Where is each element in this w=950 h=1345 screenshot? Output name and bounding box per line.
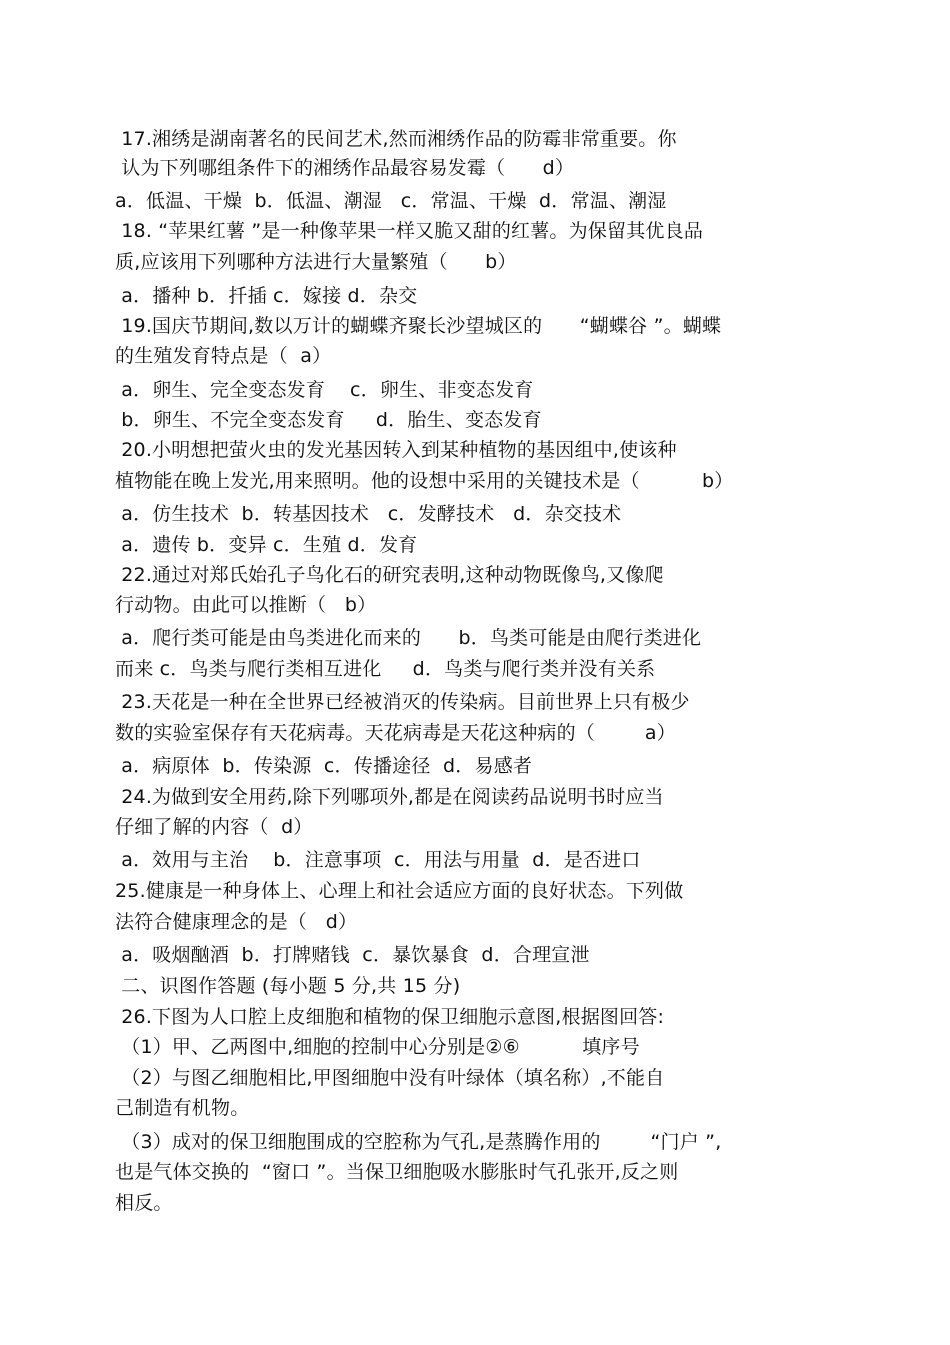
- q23-options: a．病原体 b．传染源 c．传播途径 d．易感者: [115, 755, 533, 777]
- q20-stem-line-1: 20.小明想把萤火虫的发光基因转入到某种植物的基因组中,使该种: [115, 439, 677, 461]
- q25-stem-line-1: 25.健康是一种身体上、心理上和社会适应方面的良好状态。下列做: [115, 880, 684, 902]
- q17-stem-line-2: 认为下列哪组条件下的湘绣作品最容易发霉（ d）: [115, 157, 575, 179]
- q25-stem-line-2: 法符合健康理念的是（ d）: [115, 911, 358, 933]
- q17-stem-line-1: 17.湘绣是湖南著名的民间艺术,然而湘绣作品的防霉非常重要。你: [115, 128, 677, 150]
- q26-part-2-line-2: 己制造有机物。: [115, 1097, 250, 1119]
- q20-stem-line-2: 植物能在晚上发光,用来照明。他的设想中采用的关键技术是（ b）: [115, 470, 734, 492]
- q18-stem-line-1: 18. “苹果红薯 ”是一种像苹果一样又脆又甜的红薯。为保留其优良品: [115, 220, 704, 242]
- q22-options-line-1: a．爬行类可能是由鸟类进化而来的 b．鸟类可能是由爬行类进化: [115, 627, 702, 649]
- q19-stem-line-2: 的生殖发育特点是（ a）: [115, 345, 332, 367]
- q24-stem-line-1: 24.为做到安全用药,除下列哪项外,都是在阅读药品说明书时应当: [115, 786, 664, 808]
- q19-options-line-2: b．卵生、不完全变态发育 d．胎生、变态发育: [115, 409, 542, 431]
- q19-options-line-1: a．卵生、完全变态发育 c．卵生、非变态发育: [115, 379, 534, 401]
- q24-stem-line-2: 仔细了解的内容（ d）: [115, 816, 313, 838]
- q26-part-3-line-3: 相反。: [115, 1192, 173, 1214]
- q18-options: a．播种 b．扦插 c．嫁接 d．杂交: [115, 285, 418, 307]
- q23-stem-line-1: 23.天花是一种在全世界已经被消灭的传染病。目前世界上只有极少: [115, 691, 690, 713]
- q25-options: a．吸烟酗酒 b．打牌赌钱 c．暴饮暴食 d．合理宣泄: [115, 944, 590, 966]
- q20-options: a．仿生技术 b．转基因技术 c．发酵技术 d．杂交技术: [115, 503, 622, 525]
- q21-options: a．遗传 b．变异 c．生殖 d．发育: [115, 534, 418, 556]
- q17-options: a．低温、干燥 b．低温、潮湿 c．常温、干燥 d．常温、潮湿: [115, 190, 667, 212]
- q18-stem-line-2: 质,应该用下列哪种方法进行大量繁殖（ b）: [115, 251, 517, 273]
- q24-options: a．效用与主治 b．注意事项 c．用法与用量 d．是否进口: [115, 849, 641, 871]
- q26-stem: 26.下图为人口腔上皮细胞和植物的保卫细胞示意图,根据图回答:: [115, 1006, 665, 1028]
- q22-stem-line-1: 22.通过对郑氏始孔子鸟化石的研究表明,这种动物既像鸟,又像爬: [115, 564, 664, 586]
- q26-part-3-line-2: 也是气体交换的 “窗口 ”。当保卫细胞吸水膨胀时气孔张开,反之则: [115, 1161, 679, 1183]
- q19-stem-line-1: 19.国庆节期间,数以万计的蝴蝶齐聚长沙望城区的 “蝴蝶谷 ”。蝴蝶: [115, 315, 722, 337]
- q22-stem-line-2: 行动物。由此可以推断（ b）: [115, 594, 377, 616]
- section-heading: 二、识图作答题 (每小题 5 分,共 15 分): [115, 975, 461, 997]
- q26-part-2-line-1: （2）与图乙细胞相比,甲图细胞中没有叶绿体（填名称）,不能自: [115, 1067, 665, 1089]
- q26-part-1: （1）甲、乙两图中,细胞的控制中心分别是②⑥ 填序号: [115, 1036, 640, 1058]
- q23-stem-line-2: 数的实验室保存有天花病毒。天花病毒是天花这种病的（ a）: [115, 722, 676, 744]
- q26-part-3-line-1: （3）成对的保卫细胞围成的空腔称为气孔,是蒸腾作用的 “门户 ”,: [115, 1131, 722, 1153]
- q22-options-line-2: 而来 c．鸟类与爬行类相互进化 d．鸟类与爬行类并没有关系: [115, 658, 656, 680]
